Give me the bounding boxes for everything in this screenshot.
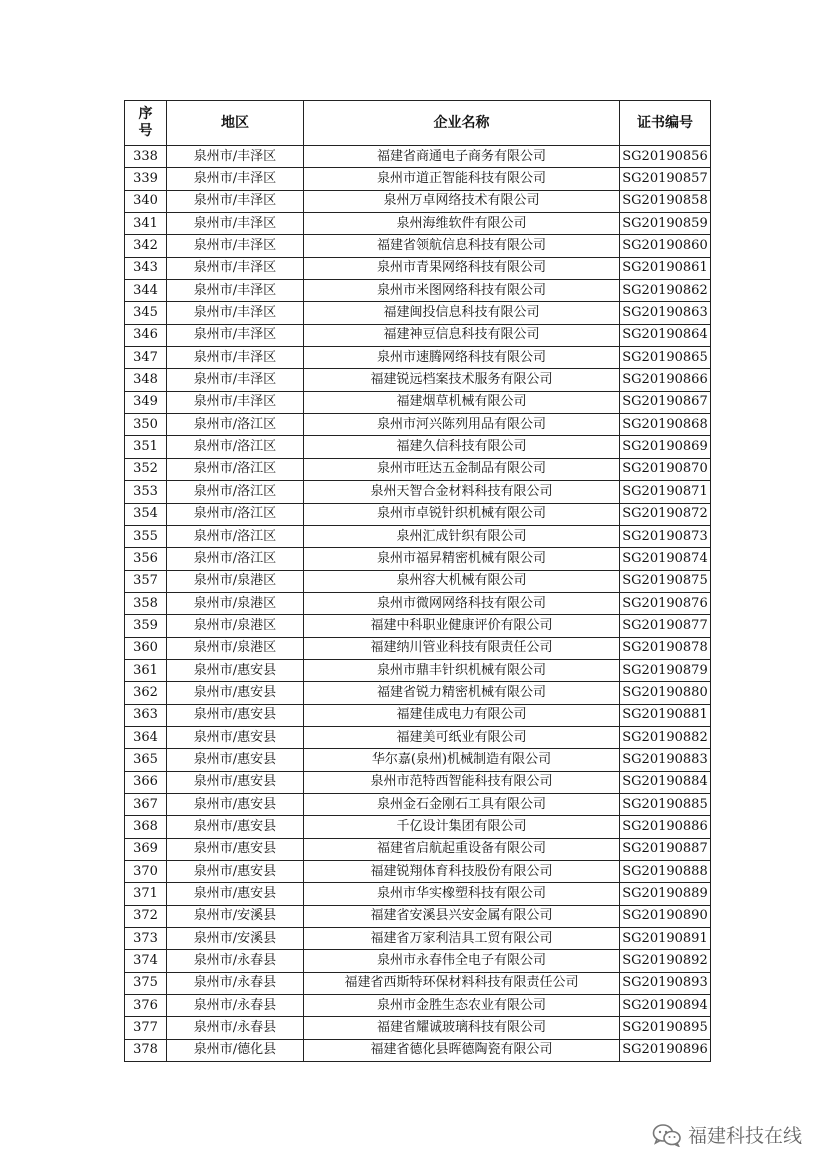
cell-region: 泉州市/惠安县 — [167, 704, 304, 726]
cell-region: 泉州市/永春县 — [167, 1017, 304, 1039]
cell-no: 362 — [125, 682, 167, 704]
table-row — [125, 883, 711, 905]
cell-company: 福建久信科技有限公司 — [304, 436, 620, 458]
cell-region: 泉州市/惠安县 — [167, 883, 304, 905]
cell-cert: SG20190881 — [620, 704, 711, 726]
cell-company: 泉州市河兴陈列用品有限公司 — [304, 414, 620, 436]
cell-no: 358 — [125, 592, 167, 614]
cell-no: 344 — [125, 280, 167, 302]
cell-no: 366 — [125, 771, 167, 793]
table-row — [125, 1017, 711, 1039]
certificate-table — [124, 100, 711, 1062]
cell-cert: SG20190880 — [620, 682, 711, 704]
cell-company: 福建省西斯特环保材料科技有限责任公司 — [304, 972, 620, 994]
cell-no: 345 — [125, 302, 167, 324]
cell-company: 泉州市道正智能科技有限公司 — [304, 168, 620, 190]
cell-company: 福建省德化县晖德陶瓷有限公司 — [304, 1039, 620, 1061]
cell-cert: SG20190869 — [620, 436, 711, 458]
table-row — [125, 972, 711, 994]
cell-company: 福建佳成电力有限公司 — [304, 704, 620, 726]
cell-no: 367 — [125, 793, 167, 815]
cell-no: 348 — [125, 369, 167, 391]
watermark — [652, 1121, 802, 1148]
cell-no: 372 — [125, 905, 167, 927]
table-row — [125, 771, 711, 793]
cell-no: 373 — [125, 928, 167, 950]
table-row — [125, 190, 711, 212]
cell-region: 泉州市/洛江区 — [167, 414, 304, 436]
cell-cert: SG20190866 — [620, 369, 711, 391]
cell-no: 349 — [125, 391, 167, 413]
cell-cert: SG20190872 — [620, 503, 711, 525]
cell-region: 泉州市/泉港区 — [167, 592, 304, 614]
cell-cert: SG20190884 — [620, 771, 711, 793]
cell-company: 福建省万家利洁具工贸有限公司 — [304, 928, 620, 950]
cell-no: 378 — [125, 1039, 167, 1061]
cell-region: 泉州市/泉港区 — [167, 637, 304, 659]
cell-company: 福建省耀诚玻璃科技有限公司 — [304, 1017, 620, 1039]
table-row — [125, 659, 711, 681]
header-cert: 证书编号 — [620, 101, 711, 146]
table-row — [125, 257, 711, 279]
cell-cert: SG20190873 — [620, 525, 711, 547]
header-region: 地区 — [167, 101, 304, 146]
cell-region: 泉州市/丰泽区 — [167, 257, 304, 279]
table-row — [125, 235, 711, 257]
cell-no: 375 — [125, 972, 167, 994]
cell-cert: SG20190859 — [620, 213, 711, 235]
cell-no: 353 — [125, 481, 167, 503]
cell-company: 泉州市华实橡塑科技有限公司 — [304, 883, 620, 905]
cell-no: 341 — [125, 213, 167, 235]
cell-region: 泉州市/惠安县 — [167, 726, 304, 748]
table-row — [125, 838, 711, 860]
table-row — [125, 637, 711, 659]
cell-no: 377 — [125, 1017, 167, 1039]
cell-company: 泉州市永春伟全电子有限公司 — [304, 950, 620, 972]
cell-no: 343 — [125, 257, 167, 279]
cell-region: 泉州市/安溪县 — [167, 905, 304, 927]
cell-cert: SG20190865 — [620, 347, 711, 369]
cell-company: 福建省锐力精密机械有限公司 — [304, 682, 620, 704]
cell-cert: SG20190867 — [620, 391, 711, 413]
cell-company: 福建美可纸业有限公司 — [304, 726, 620, 748]
cell-cert: SG20190883 — [620, 749, 711, 771]
cell-region: 泉州市/泉港区 — [167, 615, 304, 637]
cell-region: 泉州市/惠安县 — [167, 861, 304, 883]
table-row — [125, 726, 711, 748]
cell-company: 泉州市速腾网络科技有限公司 — [304, 347, 620, 369]
wechat-icon — [652, 1123, 682, 1147]
cell-no: 352 — [125, 458, 167, 480]
cell-region: 泉州市/丰泽区 — [167, 146, 304, 168]
cell-cert: SG20190862 — [620, 280, 711, 302]
cell-no: 374 — [125, 950, 167, 972]
cell-company: 泉州万卓网络技术有限公司 — [304, 190, 620, 212]
cell-cert: SG20190877 — [620, 615, 711, 637]
table-row — [125, 280, 711, 302]
cell-cert: SG20190878 — [620, 637, 711, 659]
cell-no: 346 — [125, 324, 167, 346]
cell-no: 369 — [125, 838, 167, 860]
table-row — [125, 793, 711, 815]
cell-no: 376 — [125, 995, 167, 1017]
cell-region: 泉州市/安溪县 — [167, 928, 304, 950]
cell-region: 泉州市/丰泽区 — [167, 280, 304, 302]
table-row — [125, 391, 711, 413]
cell-no: 340 — [125, 190, 167, 212]
cell-region: 泉州市/惠安县 — [167, 659, 304, 681]
cell-no: 361 — [125, 659, 167, 681]
cell-region: 泉州市/惠安县 — [167, 838, 304, 860]
cell-region: 泉州市/丰泽区 — [167, 302, 304, 324]
cell-no: 350 — [125, 414, 167, 436]
cell-company: 福建锐远档案技术服务有限公司 — [304, 369, 620, 391]
cell-no: 359 — [125, 615, 167, 637]
table-row — [125, 347, 711, 369]
cell-cert: SG20190893 — [620, 972, 711, 994]
table-row — [125, 436, 711, 458]
cell-cert: SG20190860 — [620, 235, 711, 257]
cell-company: 福建闽投信息科技有限公司 — [304, 302, 620, 324]
table-row — [125, 324, 711, 346]
cell-company: 泉州市旺达五金制品有限公司 — [304, 458, 620, 480]
cell-region: 泉州市/惠安县 — [167, 793, 304, 815]
cell-cert: SG20190896 — [620, 1039, 711, 1061]
cell-cert: SG20190858 — [620, 190, 711, 212]
cell-cert: SG20190879 — [620, 659, 711, 681]
table-row — [125, 615, 711, 637]
cell-region: 泉州市/洛江区 — [167, 525, 304, 547]
cell-company: 泉州市金胜生态农业有限公司 — [304, 995, 620, 1017]
cell-no: 371 — [125, 883, 167, 905]
cell-company: 泉州市鼎丰针织机械有限公司 — [304, 659, 620, 681]
cell-region: 泉州市/洛江区 — [167, 481, 304, 503]
cell-no: 355 — [125, 525, 167, 547]
cell-company: 泉州海维软件有限公司 — [304, 213, 620, 235]
table-row — [125, 414, 711, 436]
cell-no: 347 — [125, 347, 167, 369]
cell-company: 福建纳川管业科技有限责任公司 — [304, 637, 620, 659]
table-row — [125, 548, 711, 570]
cell-region: 泉州市/永春县 — [167, 972, 304, 994]
cell-company: 华尔嘉(泉州)机械制造有限公司 — [304, 749, 620, 771]
cell-region: 泉州市/惠安县 — [167, 816, 304, 838]
cell-cert: SG20190892 — [620, 950, 711, 972]
cell-region: 泉州市/丰泽区 — [167, 391, 304, 413]
cell-company: 福建神豆信息科技有限公司 — [304, 324, 620, 346]
cell-region: 泉州市/惠安县 — [167, 682, 304, 704]
cell-no: 351 — [125, 436, 167, 458]
cell-cert: SG20190882 — [620, 726, 711, 748]
cell-no: 370 — [125, 861, 167, 883]
cell-company: 福建锐翔体育科技股份有限公司 — [304, 861, 620, 883]
cell-region: 泉州市/永春县 — [167, 995, 304, 1017]
cell-company: 千亿设计集团有限公司 — [304, 816, 620, 838]
cell-region: 泉州市/惠安县 — [167, 771, 304, 793]
table-row — [125, 1039, 711, 1061]
cell-company: 福建中科职业健康评价有限公司 — [304, 615, 620, 637]
cell-cert: SG20190889 — [620, 883, 711, 905]
table-row — [125, 861, 711, 883]
cell-region: 泉州市/丰泽区 — [167, 324, 304, 346]
table-row — [125, 146, 711, 168]
table-row — [125, 905, 711, 927]
cell-company: 福建省启航起重设备有限公司 — [304, 838, 620, 860]
cell-no: 357 — [125, 570, 167, 592]
header-no: 序号 — [125, 101, 167, 146]
cell-region: 泉州市/丰泽区 — [167, 168, 304, 190]
cell-cert: SG20190871 — [620, 481, 711, 503]
table-row — [125, 302, 711, 324]
cell-company: 泉州汇成针织有限公司 — [304, 525, 620, 547]
cell-cert: SG20190890 — [620, 905, 711, 927]
cell-company: 泉州市卓锐针织机械有限公司 — [304, 503, 620, 525]
cell-no: 342 — [125, 235, 167, 257]
cell-company: 泉州市米图网络科技有限公司 — [304, 280, 620, 302]
cell-company: 泉州市微网网络科技有限公司 — [304, 592, 620, 614]
cell-company: 泉州市青果网络科技有限公司 — [304, 257, 620, 279]
table-row — [125, 458, 711, 480]
header-company: 企业名称 — [304, 101, 620, 146]
cell-no: 368 — [125, 816, 167, 838]
cell-no: 365 — [125, 749, 167, 771]
watermark-text: 福建科技在线 — [687, 1125, 802, 1147]
cell-region: 泉州市/丰泽区 — [167, 190, 304, 212]
cell-cert: SG20190891 — [620, 928, 711, 950]
cell-region: 泉州市/永春县 — [167, 950, 304, 972]
table-row — [125, 168, 711, 190]
cell-company: 福建省领航信息科技有限公司 — [304, 235, 620, 257]
cell-region: 泉州市/洛江区 — [167, 436, 304, 458]
cell-cert: SG20190895 — [620, 1017, 711, 1039]
cell-company: 福建省商通电子商务有限公司 — [304, 146, 620, 168]
table-row — [125, 950, 711, 972]
cell-cert: SG20190875 — [620, 570, 711, 592]
table-row — [125, 213, 711, 235]
cell-cert: SG20190870 — [620, 458, 711, 480]
cell-cert: SG20190888 — [620, 861, 711, 883]
table-row — [125, 525, 711, 547]
cell-no: 364 — [125, 726, 167, 748]
cell-company: 泉州天智合金材料科技有限公司 — [304, 481, 620, 503]
table-row — [125, 570, 711, 592]
cell-company: 福建省安溪县兴安金属有限公司 — [304, 905, 620, 927]
cell-region: 泉州市/洛江区 — [167, 503, 304, 525]
cell-cert: SG20190886 — [620, 816, 711, 838]
table-row — [125, 592, 711, 614]
table-row — [125, 928, 711, 950]
cell-company: 福建烟草机械有限公司 — [304, 391, 620, 413]
cell-cert: SG20190861 — [620, 257, 711, 279]
cell-region: 泉州市/德化县 — [167, 1039, 304, 1061]
cell-region: 泉州市/洛江区 — [167, 548, 304, 570]
cell-region: 泉州市/惠安县 — [167, 749, 304, 771]
cell-no: 338 — [125, 146, 167, 168]
cell-cert: SG20190856 — [620, 146, 711, 168]
cell-cert: SG20190876 — [620, 592, 711, 614]
table-row — [125, 682, 711, 704]
cell-cert: SG20190868 — [620, 414, 711, 436]
cell-region: 泉州市/丰泽区 — [167, 235, 304, 257]
cell-company: 泉州容大机械有限公司 — [304, 570, 620, 592]
cell-no: 339 — [125, 168, 167, 190]
cell-region: 泉州市/丰泽区 — [167, 213, 304, 235]
table-row — [125, 481, 711, 503]
table-row — [125, 704, 711, 726]
cell-no: 354 — [125, 503, 167, 525]
table-row — [125, 816, 711, 838]
cell-cert: SG20190887 — [620, 838, 711, 860]
table-row — [125, 749, 711, 771]
cell-cert: SG20190874 — [620, 548, 711, 570]
cell-no: 360 — [125, 637, 167, 659]
cell-cert: SG20190894 — [620, 995, 711, 1017]
cell-region: 泉州市/丰泽区 — [167, 369, 304, 391]
cell-cert: SG20190863 — [620, 302, 711, 324]
cell-cert: SG20190857 — [620, 168, 711, 190]
cell-company: 泉州市福昇精密机械有限公司 — [304, 548, 620, 570]
cell-company: 泉州金石金刚石工具有限公司 — [304, 793, 620, 815]
cell-no: 356 — [125, 548, 167, 570]
cell-region: 泉州市/泉港区 — [167, 570, 304, 592]
cell-cert: SG20190864 — [620, 324, 711, 346]
cell-region: 泉州市/丰泽区 — [167, 347, 304, 369]
cell-no: 363 — [125, 704, 167, 726]
table-row — [125, 503, 711, 525]
table-row — [125, 995, 711, 1017]
cell-region: 泉州市/洛江区 — [167, 458, 304, 480]
table-header-row — [125, 101, 711, 146]
cell-cert: SG20190885 — [620, 793, 711, 815]
table-row — [125, 369, 711, 391]
cell-company: 泉州市范特西智能科技有限公司 — [304, 771, 620, 793]
